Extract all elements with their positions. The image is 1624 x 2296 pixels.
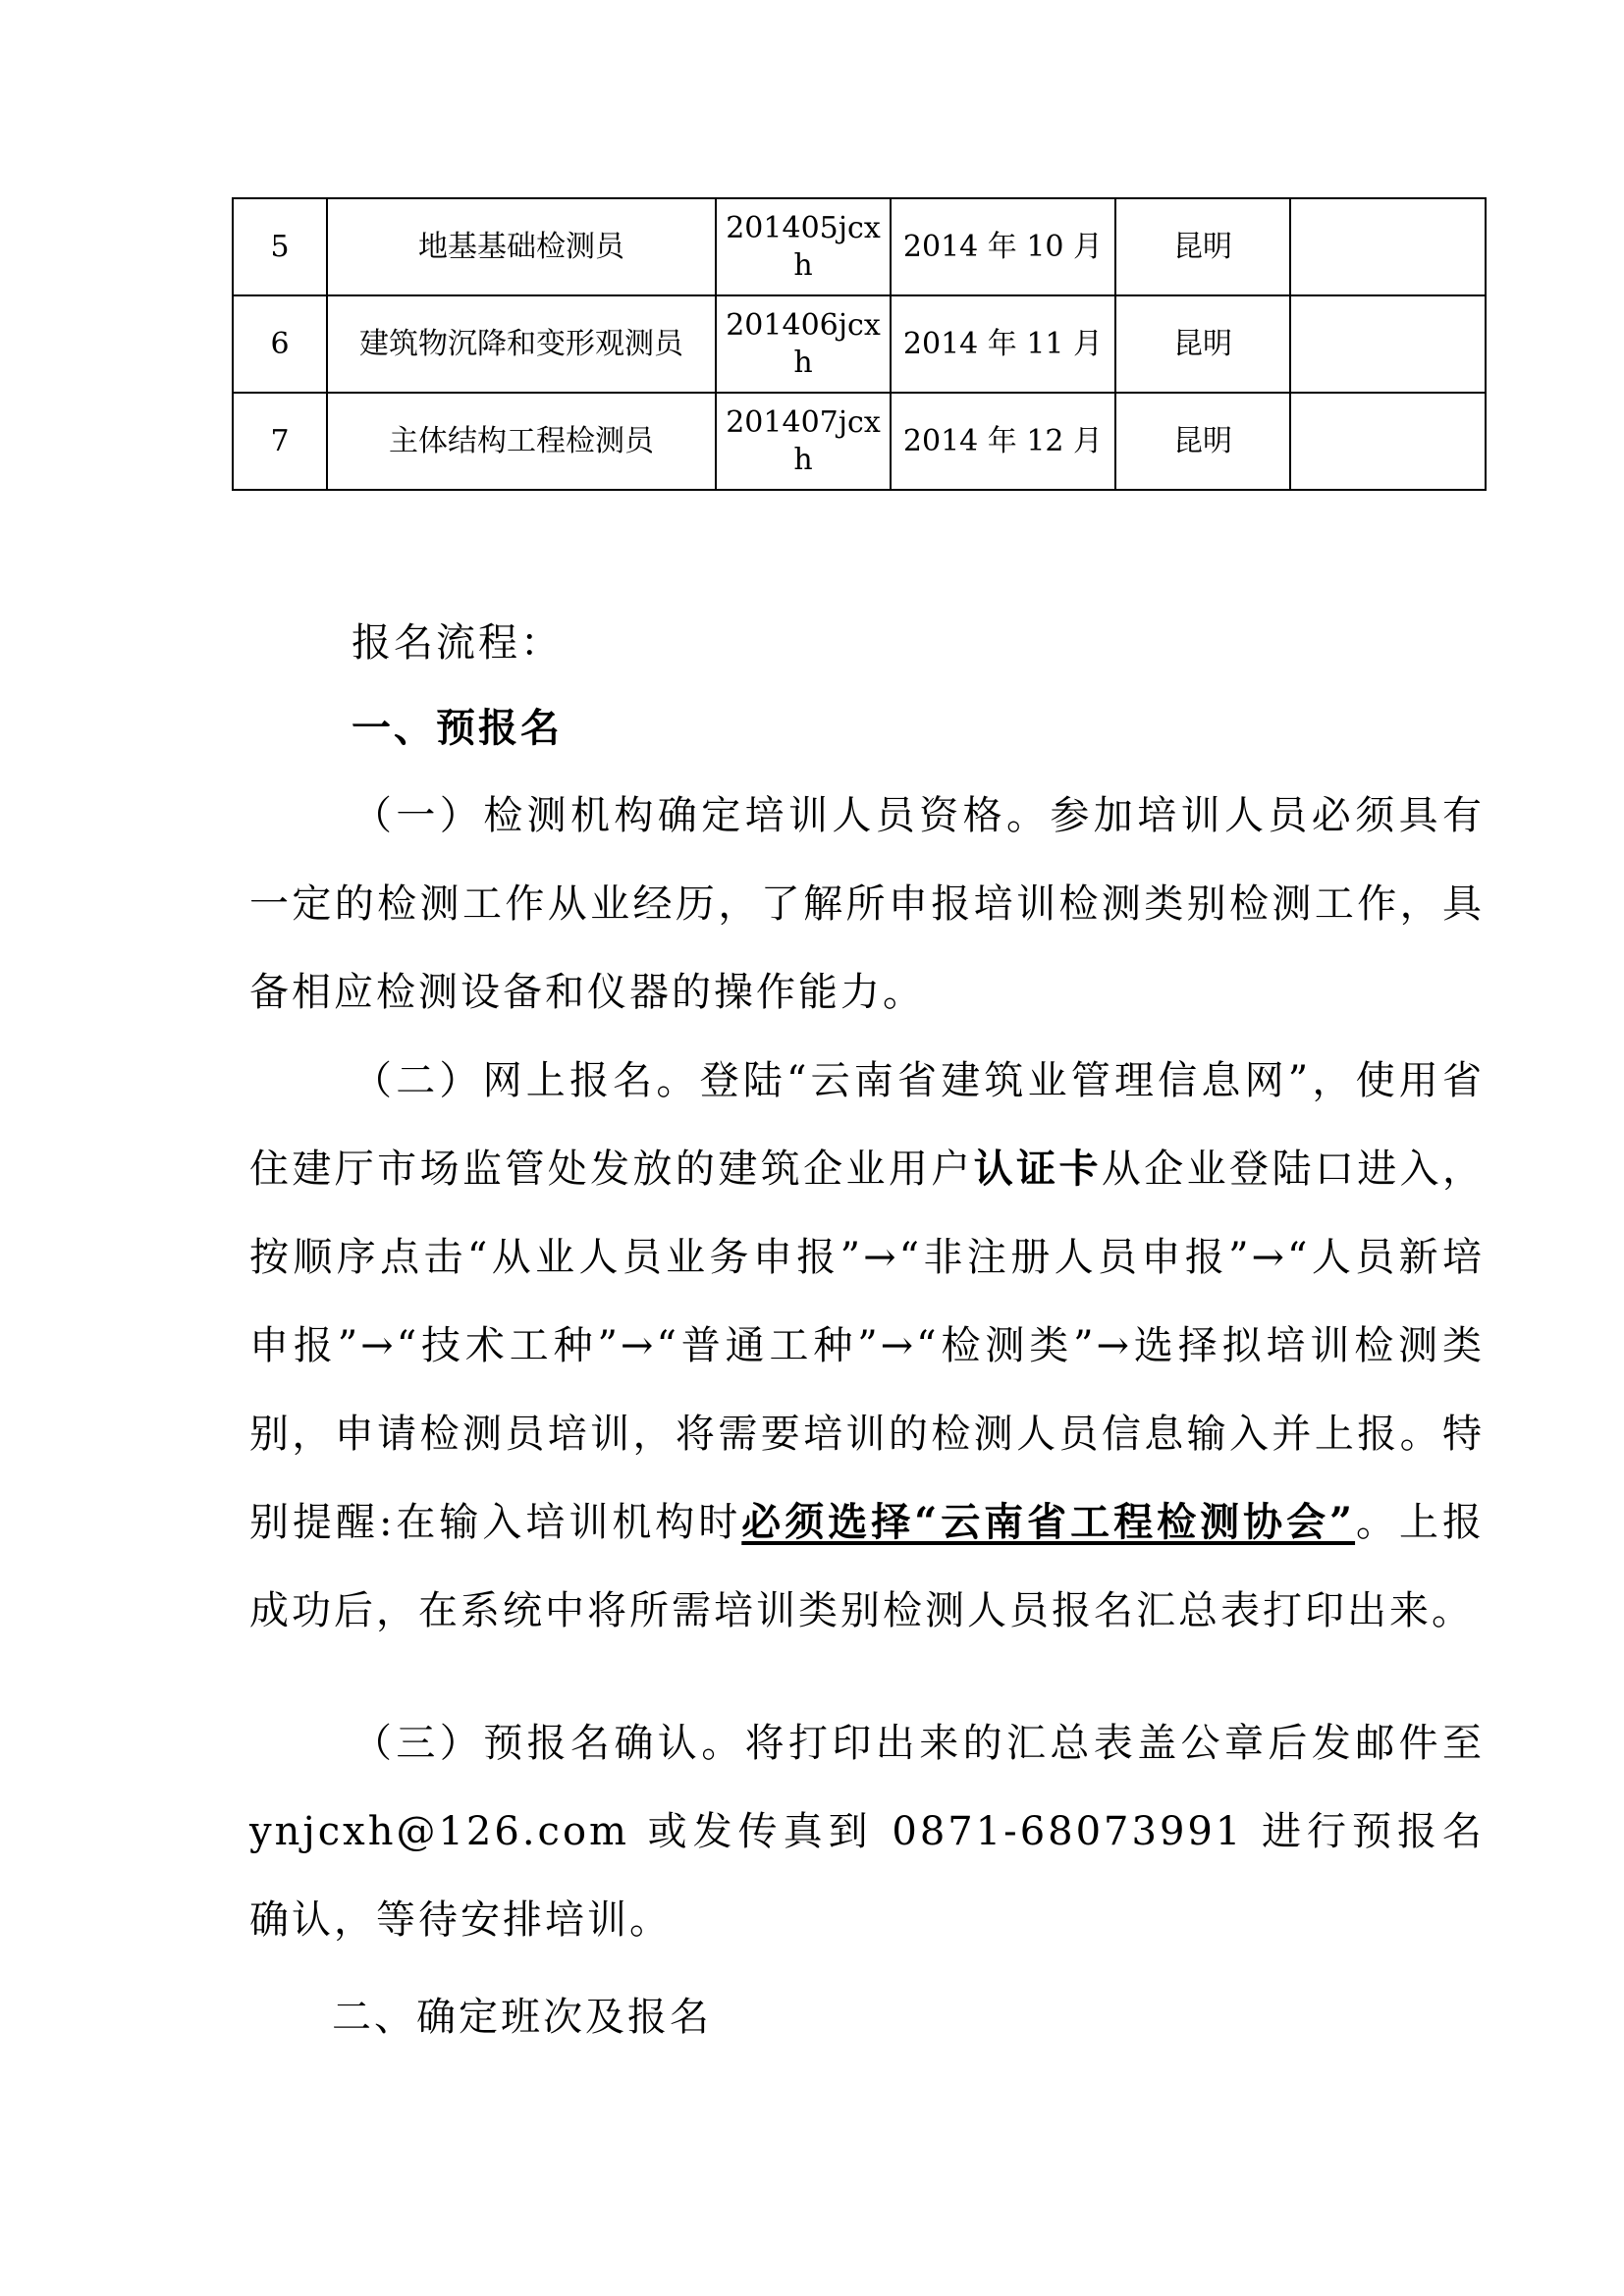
row-number: 5	[233, 198, 327, 295]
course-date: 2014 年 12 月	[891, 393, 1115, 490]
section-title-pre-registration: 一、预报名	[352, 705, 563, 751]
text-segment: 从企业登陆口进入，按顺序点击“从业人员业务申报”→“非注册人员申报”→“人员新培申报”→“技术工种”→“普通工种”→“检测类”→选择拟培训检测类别，申请检测员培训，将需要培训的检测人员信息输入并上报。特别提醒:在输入培训机构时	[249, 1147, 1486, 1545]
required-selection-notice: 必须选择“云南省工程检测协会”	[741, 1499, 1356, 1545]
course-note	[1290, 393, 1486, 490]
course-place: 昆明	[1115, 393, 1290, 490]
course-code: 201407jcxh	[716, 393, 891, 490]
certificate-card-text: 认证卡	[973, 1146, 1102, 1192]
course-place: 昆明	[1115, 198, 1290, 295]
course-code: 201406jcxh	[716, 295, 891, 393]
process-heading: 报名流程：	[352, 620, 563, 666]
course-note	[1290, 295, 1486, 393]
course-name: 建筑物沉降和变形观测员	[327, 295, 716, 393]
course-note	[1290, 198, 1486, 295]
paragraph-qualification: （一）检测机构确定培训人员资格。参加培训人员必须具有一定的检测工作从业经历，了解所申报培训检测类别检测工作，具备相应检测设备和仪器的操作能力。	[249, 793, 1485, 1015]
row-number: 6	[233, 295, 327, 393]
row-number: 7	[233, 393, 327, 490]
paragraph-online-registration	[249, 1037, 1485, 1655]
course-name: 主体结构工程检测员	[327, 393, 716, 490]
course-date: 2014 年 11 月	[891, 295, 1115, 393]
table-row	[233, 393, 1486, 490]
text-segment: （二）网上报名。登陆“云南省建筑业管理信息网”，使用省住建厅市场监管处发放的建筑企业用户	[249, 1058, 1485, 1192]
paragraph-confirmation: （三）预报名确认。将打印出来的汇总表盖公章后发邮件至ynjcxh@126.com 或发传真到 0871-68073991 进行预报名确认，等待安排培训。	[249, 1721, 1485, 1943]
table-row	[233, 198, 1486, 295]
course-code: 201405jcxh	[716, 198, 891, 295]
text-segment: 。上报成功后，在系统中将所需培训类别检测人员报名汇总表打印出来。	[249, 1500, 1486, 1633]
course-date: 2014 年 10 月	[891, 198, 1115, 295]
section-title-class-registration: 二、确定班次及报名	[332, 1995, 712, 2040]
table-row	[233, 295, 1486, 393]
course-name: 地基基础检测员	[327, 198, 716, 295]
course-place: 昆明	[1115, 295, 1290, 393]
training-schedule-table	[232, 197, 1487, 491]
